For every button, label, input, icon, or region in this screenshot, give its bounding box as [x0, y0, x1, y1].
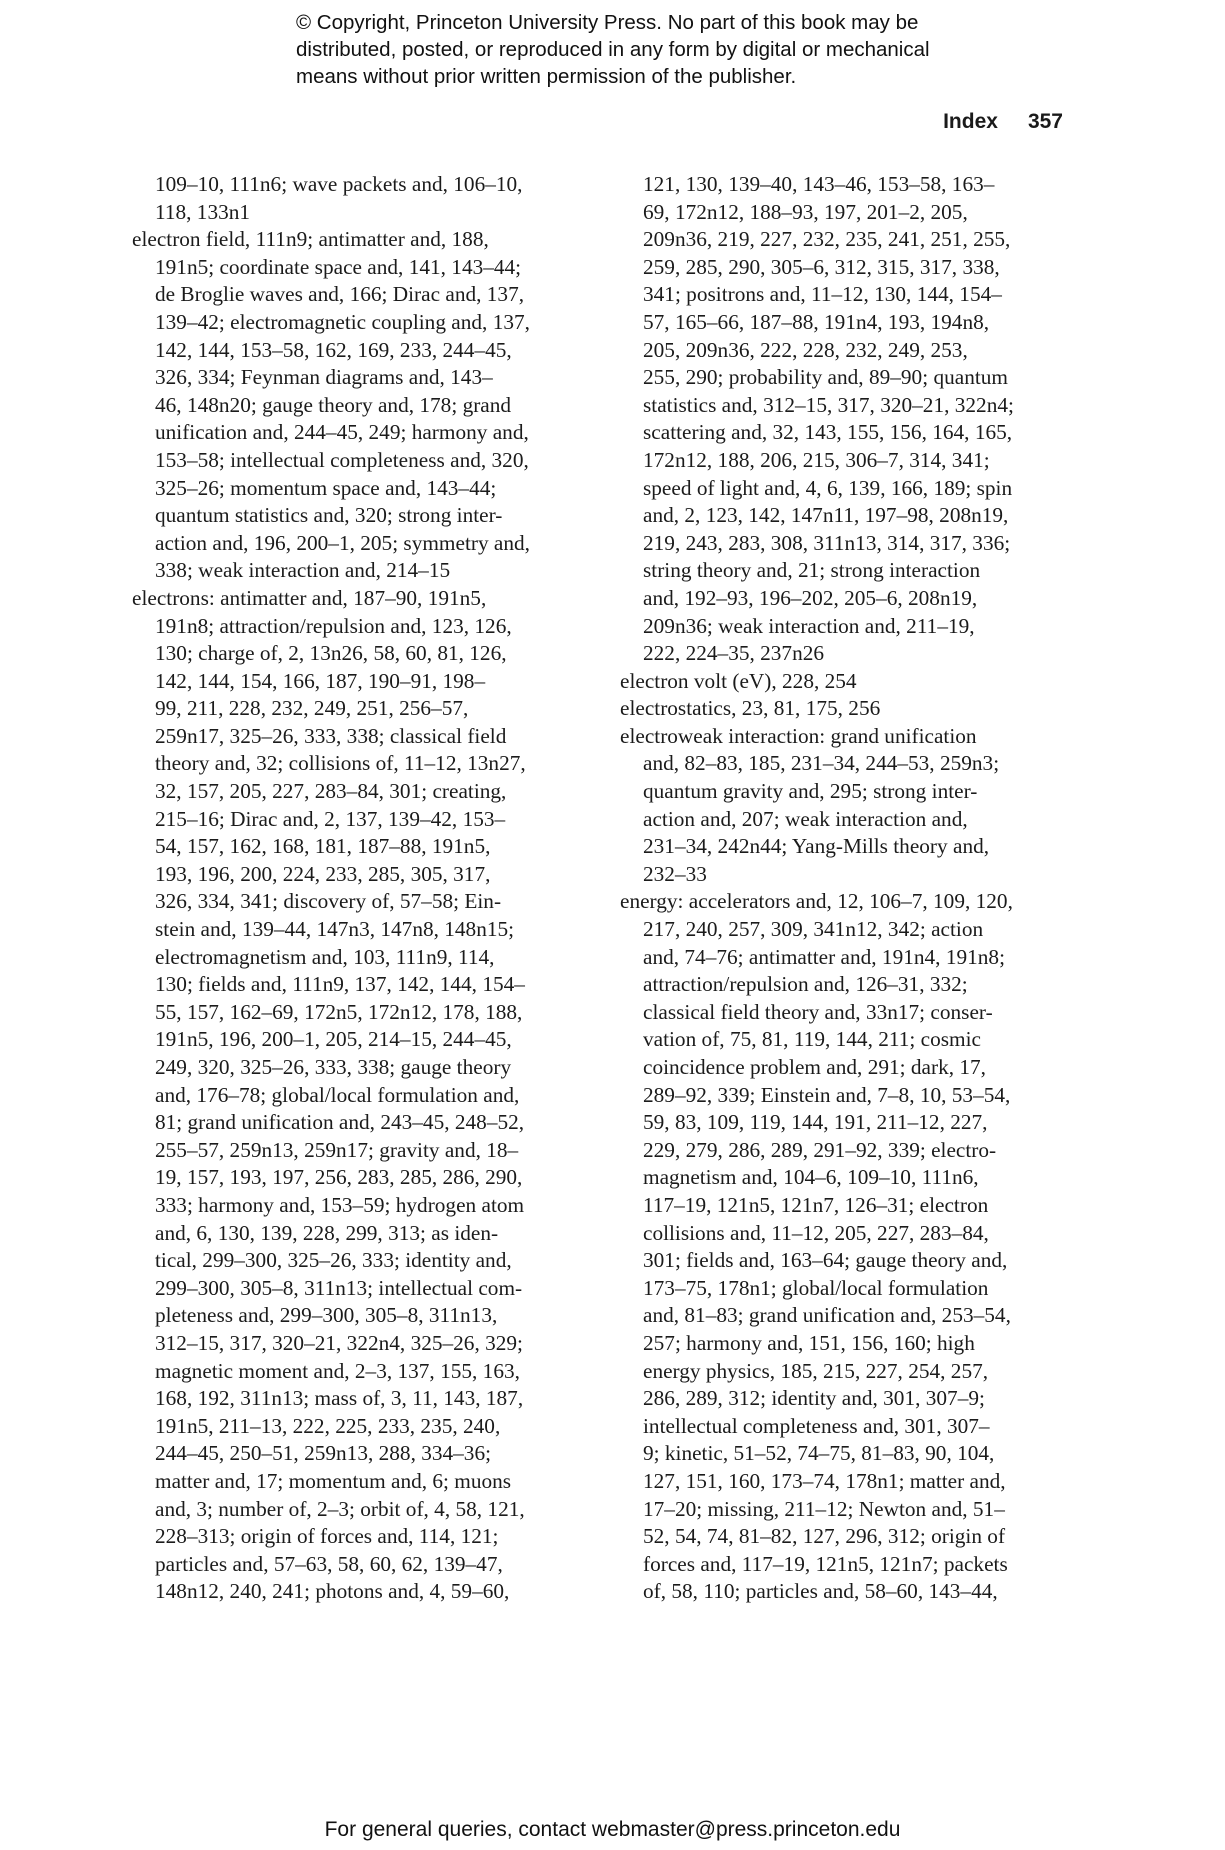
index-subentry-line: 19, 157, 193, 197, 256, 283, 285, 286, 290, [155, 1165, 523, 1190]
index-subentry-line: magnetic moment and, 2–3, 137, 155, 163, [155, 1358, 520, 1383]
index-subentry-line: attraction/repulsion and, 126–31, 332; [643, 972, 968, 997]
index-entry-line: electrons: antimatter and, 187–90, 191n5, [132, 585, 487, 610]
index-subentry-line: 127, 151, 160, 173–74, 178n1; matter and, [643, 1468, 1006, 1493]
index-subentry-line: 191n5, 211–13, 222, 225, 233, 235, 240, [155, 1413, 501, 1438]
index-subentry-line: 215–16; Dirac and, 2, 137, 139–42, 153– [155, 806, 506, 831]
index-entry-line: electroweak interaction: grand unification [620, 723, 977, 748]
index-subentry-line: 153–58; intellectual completeness and, 320, [155, 447, 529, 472]
index-subentry-line: de Broglie waves and, 166; Dirac and, 137, [155, 282, 525, 307]
copyright-line: © Copyright, Princeton University Press. No part of this book may be [296, 11, 919, 34]
index-subentry-line: 232–33 [643, 861, 707, 886]
index-subentry-line: of, 58, 110; particles and, 58–60, 143–44, [643, 1579, 998, 1604]
index-subentry-line: statistics and, 312–15, 317, 320–21, 322n4; [643, 392, 1014, 417]
index-subentry-line: 338; weak interaction and, 214–15 [155, 558, 451, 583]
index-subentry-line: 130; fields and, 111n9, 137, 142, 144, 154– [155, 972, 525, 997]
index-subentry-line: stein and, 139–44, 147n3, 147n8, 148n15; [155, 917, 515, 942]
index-subentry-line: 173–75, 178n1; global/local formulation [643, 1275, 989, 1300]
index-subentry-line: electromagnetism and, 103, 111n9, 114, [155, 944, 495, 969]
index-subentry-line: intellectual completeness and, 301, 307– [643, 1413, 990, 1438]
index-subentry-line: action and, 207; weak interaction and, [643, 806, 968, 831]
index-subentry-line: 172n12, 188, 206, 215, 306–7, 314, 341; [643, 447, 990, 472]
index-subentry-line: matter and, 17; momentum and, 6; muons [155, 1468, 512, 1493]
copyright-line: distributed, posted, or reproduced in any form by digital or mechanical [296, 38, 930, 61]
index-subentry-line: 109–10, 111n6; wave packets and, 106–10, [155, 172, 523, 196]
index-subentry-line: and, 81–83; grand unification and, 253–54, [643, 1303, 1011, 1328]
index-subentry-line: 257; harmony and, 151, 156, 160; high [643, 1330, 975, 1355]
copyright-line: means without prior written permission of the publisher. [296, 65, 797, 88]
index-subentry-line: particles and, 57–63, 58, 60, 62, 139–47, [155, 1551, 503, 1576]
running-head [943, 110, 1063, 134]
index-subentry-line: 217, 240, 257, 309, 341n12, 342; action [643, 917, 984, 942]
index-subentry-line: and, 3; number of, 2–3; orbit of, 4, 58, 121, [155, 1496, 525, 1521]
index-subentry-line: 81; grand unification and, 243–45, 248–52, [155, 1110, 525, 1135]
index-subentry-line: 54, 157, 162, 168, 181, 187–88, 191n5, [155, 834, 491, 859]
index-subentry-line: quantum statistics and, 320; strong inter- [155, 503, 503, 528]
index-subentry-line: 286, 289, 312; identity and, 301, 307–9; [643, 1386, 985, 1411]
index-subentry-line: 193, 196, 200, 224, 233, 285, 305, 317, [155, 861, 491, 886]
index-subentry-line: 299–300, 305–8, 311n13; intellectual com- [155, 1275, 523, 1300]
index-subentry-line: 289–92, 339; Einstein and, 7–8, 10, 53–54, [643, 1082, 1011, 1107]
index-subentry-line: 259n17, 325–26, 333, 338; classical field [155, 723, 507, 748]
index-entry-line: energy: accelerators and, 12, 106–7, 109, 120, [620, 889, 1013, 914]
index-subentry-line: 52, 54, 74, 81–82, 127, 296, 312; origin of [643, 1524, 1006, 1549]
index-subentry-line: 57, 165–66, 187–88, 191n4, 193, 194n8, [643, 309, 990, 334]
index-subentry-line: 209n36, 219, 227, 232, 235, 241, 251, 255, [643, 227, 1011, 252]
index-subentry-line: energy physics, 185, 215, 227, 254, 257, [643, 1358, 989, 1383]
index-subentry-line: vation of, 75, 81, 119, 144, 211; cosmic [643, 1027, 981, 1052]
index-subentry-line: pleteness and, 299–300, 305–8, 311n13, [155, 1303, 498, 1328]
index-subentry-line: speed of light and, 4, 6, 139, 166, 189; spin [643, 475, 1013, 500]
index-subentry-line: theory and, 32; collisions of, 11–12, 13n27, [155, 751, 526, 776]
index-subentry-line: action and, 196, 200–1, 205; symmetry and, [155, 530, 531, 555]
index-subentry-line: magnetism and, 104–6, 109–10, 111n6, [643, 1165, 979, 1190]
index-subentry-line: forces and, 117–19, 121n5, 121n7; packets [643, 1551, 1008, 1576]
footer-contact: For general queries, contact webmaster@press.princeton.edu [324, 1818, 901, 1841]
index-subentry-line: 9; kinetic, 51–52, 74–75, 81–83, 90, 104, [643, 1441, 995, 1466]
index-subentry-line: 229, 279, 286, 289, 291–92, 339; electro- [643, 1137, 997, 1162]
index-subentry-line: 209n36; weak interaction and, 211–19, [643, 613, 975, 638]
index-subentry-line: 191n8; attraction/repulsion and, 123, 126, [155, 613, 512, 638]
index-subentry-line: 231–34, 242n44; Yang-Mills theory and, [643, 834, 990, 859]
index-entry-line: electrostatics, 23, 81, 175, 256 [620, 696, 881, 721]
index-subentry-line: and, 2, 123, 142, 147n11, 197–98, 208n19, [643, 503, 1009, 528]
copyright-notice [296, 9, 1056, 90]
index-subentry-line: unification and, 244–45, 249; harmony and, [155, 420, 529, 445]
index-subentry-line: 219, 243, 283, 308, 311n13, 314, 317, 336; [643, 530, 1011, 555]
index-subentry-line: quantum gravity and, 295; strong inter- [643, 779, 978, 804]
index-subentry-line: classical field theory and, 33n17; conser- [643, 999, 993, 1024]
index-entry-line: electron field, 111n9; antimatter and, 188, [132, 227, 489, 252]
index-subentry-line: 117–19, 121n5, 121n7, 126–31; electron [643, 1192, 989, 1217]
index-subentry-line: 249, 320, 325–26, 333, 338; gauge theory [155, 1055, 512, 1079]
index-subentry-line: 326, 334, 341; discovery of, 57–58; Ein- [155, 889, 502, 914]
index-subentry-line: 312–15, 317, 320–21, 322n4, 325–26, 329; [155, 1330, 523, 1355]
index-subentry-line: 341; positrons and, 11–12, 130, 144, 154– [643, 282, 1002, 307]
index-subentry-line: and, 192–93, 196–202, 205–6, 208n19, [643, 585, 978, 610]
index-subentry-line: 142, 144, 153–58, 162, 169, 233, 244–45, [155, 337, 512, 362]
index-subentry-line: 191n5; coordinate space and, 141, 143–44; [155, 254, 522, 279]
index-subentry-line: collisions and, 11–12, 205, 227, 283–84, [643, 1220, 989, 1245]
page-number: 357 [1027, 110, 1063, 133]
index-column-left [132, 171, 572, 1606]
index-subentry-line: 168, 192, 311n13; mass of, 3, 11, 143, 187, [155, 1386, 524, 1411]
index-subentry-line: 59, 83, 109, 119, 144, 191, 211–12, 227, [643, 1110, 988, 1135]
index-subentry-line: 255–57, 259n13, 259n17; gravity and, 18– [155, 1137, 519, 1162]
index-entry-line: electron volt (eV), 228, 254 [620, 668, 857, 693]
index-subentry-line: 69, 172n12, 188–93, 197, 201–2, 205, [643, 199, 968, 224]
index-subentry-line: 244–45, 250–51, 259n13, 288, 334–36; [155, 1441, 492, 1466]
index-subentry-line: 301; fields and, 163–64; gauge theory and, [643, 1248, 1008, 1273]
index-subentry-line: 139–42; electromagnetic coupling and, 137, [155, 309, 530, 334]
index-subentry-line: 99, 211, 228, 232, 249, 251, 256–57, [155, 696, 469, 721]
index-subentry-line: string theory and, 21; strong interaction [643, 558, 981, 583]
index-subentry-line: 259, 285, 290, 305–6, 312, 315, 317, 338, [643, 254, 1000, 279]
index-subentry-line: and, 176–78; global/local formulation and, [155, 1082, 520, 1107]
index-subentry-line: 222, 224–35, 237n26 [643, 641, 825, 666]
index-subentry-line: 55, 157, 162–69, 172n5, 172n12, 178, 188, [155, 999, 523, 1024]
index-subentry-line: tical, 299–300, 325–26, 333; identity and, [155, 1248, 512, 1273]
index-subentry-line: 32, 157, 205, 227, 283–84, 301; creating, [155, 779, 507, 804]
index-subentry-line: 255, 290; probability and, 89–90; quantum [643, 365, 1008, 390]
index-subentry-line: and, 6, 130, 139, 228, 299, 313; as iden- [155, 1220, 499, 1245]
index-subentry-line: coincidence problem and, 291; dark, 17, [643, 1055, 987, 1079]
index-subentry-line: 326, 334; Feynman diagrams and, 143– [155, 365, 493, 390]
index-subentry-line: and, 74–76; antimatter and, 191n4, 191n8; [643, 944, 1005, 969]
index-subentry-line: 325–26; momentum space and, 143–44; [155, 475, 497, 500]
section-title: Index [943, 110, 998, 133]
index-subentry-line: 121, 130, 139–40, 143–46, 153–58, 163– [643, 172, 995, 196]
index-column-right [620, 171, 1070, 1606]
index-subentry-line: 148n12, 240, 241; photons and, 4, 59–60, [155, 1579, 510, 1604]
index-subentry-line: 191n5, 196, 200–1, 205, 214–15, 244–45, [155, 1027, 512, 1052]
index-subentry-line: 118, 133n1 [155, 199, 251, 224]
index-subentry-line: 228–313; origin of forces and, 114, 121; [155, 1524, 499, 1549]
index-subentry-line: 46, 148n20; gauge theory and, 178; grand [155, 392, 512, 417]
index-subentry-line: 17–20; missing, 211–12; Newton and, 51– [643, 1496, 1005, 1521]
index-subentry-line: 333; harmony and, 153–59; hydrogen atom [155, 1192, 525, 1217]
index-subentry-line: 142, 144, 154, 166, 187, 190–91, 198– [155, 668, 486, 693]
index-subentry-line: 130; charge of, 2, 13n26, 58, 60, 81, 126, [155, 641, 507, 666]
index-subentry-line: scattering and, 32, 143, 155, 156, 164, 165, [643, 420, 1013, 445]
index-subentry-line: and, 82–83, 185, 231–34, 244–53, 259n3; [643, 751, 1000, 776]
index-subentry-line: 205, 209n36, 222, 228, 232, 249, 253, [643, 337, 968, 362]
